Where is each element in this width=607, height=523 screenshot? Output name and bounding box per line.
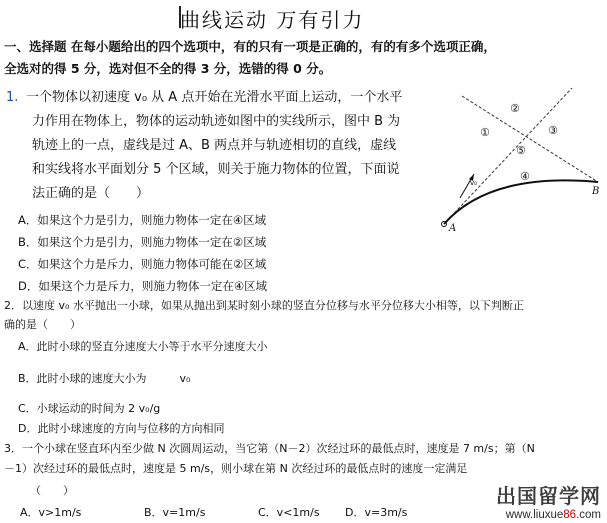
point-b-label: B — [592, 186, 600, 197]
watermark-url-prefix: www.liuxue — [505, 509, 564, 521]
watermark-url — [496, 509, 601, 521]
region-2-label: ② — [510, 102, 520, 115]
point-a-label: A — [449, 223, 457, 234]
watermark — [496, 480, 601, 521]
q1-line-5: 法正确的是（ ） — [32, 186, 150, 201]
watermark-url-suffix: .com — [576, 509, 601, 521]
tangent-line-a — [444, 88, 572, 224]
section-instruction-line1: 一、选择题 在每小题给出的四个选项中，有的只有一项是正确的，有的有多个选项正确， — [4, 39, 496, 54]
q1-option-b: B．如果这个力是引力，则施力物体一定在②区域 — [18, 235, 267, 249]
q1-line-2: 力作用在物体上，物体的运动轨迹如图中的实线所示，图中 B 为 — [32, 114, 401, 129]
q1-line-1: 一个物体以初速度 v₀ 从 A 点开始在光滑水平面上运动，一个水平 — [26, 90, 403, 105]
section-instruction-line2: 全选对的得 5 分，选对但不全的得 3 分，选错的得 0 分。 — [4, 61, 332, 76]
region-1-label: ① — [480, 126, 490, 139]
q3-option-b: B．v=1m/s — [144, 506, 206, 519]
q2-option-c: C．小球运动的时间为 2 v₀/g — [18, 402, 161, 415]
q2-option-b: B．此时小球的速度大小为 v₀ — [18, 372, 191, 385]
q1-trajectory-figure — [436, 84, 606, 234]
tangent-line-b — [462, 96, 598, 182]
region-3-label: ③ — [548, 124, 558, 137]
q1-line-3: 轨迹上的一点，虚线是过 A、B 两点并与轨迹相切的直线，虚线 — [32, 138, 397, 153]
region-5-label: ⑤ — [516, 144, 526, 157]
velocity-label: v₀ — [470, 179, 477, 187]
q2-stem-line2: 确的是（ ） — [4, 318, 81, 331]
q1-option-a: A．如果这个力是引力，则施力物体一定在④区域 — [18, 213, 267, 227]
q1-option-d: D．如果这个力是斥力，则施力物体一定在④区域 — [18, 279, 268, 293]
watermark-brand: 出国留学网 — [496, 484, 601, 508]
q2-option-a: A．此时小球的竖直分速度大小等于水平分速度大小 — [18, 340, 268, 353]
q3-option-d: D．v=3m/s — [345, 506, 408, 519]
q2-option-d: D．此时小球速度的方向与位移的方向相同 — [18, 422, 225, 435]
q3-stem-line1: 3．一个小球在竖直环内至少做 N 次圆周运动，当它第（N－2）次经过环的最低点时，速度是 7 m/s；第（N — [4, 442, 535, 455]
trajectory-curve — [444, 180, 598, 224]
q1-number: 1. — [6, 90, 19, 105]
q1-line-4: 和实线将水平面划分 5 个区域，则关于施力物体的位置，下面说 — [32, 162, 400, 177]
q3-answer-blank: （ ） — [30, 484, 74, 497]
q1-option-c: C．如果这个力是斥力，则施力物体可能在②区域 — [18, 257, 267, 271]
q2-stem-line1: 2．以速度 v₀ 水平抛出一小球，如果从抛出到某时刻小球的竖直分位移与水平分位移大小相等，以下判断正 — [4, 299, 524, 312]
watermark-url-number: 86 — [563, 509, 577, 521]
q3-option-c: C．v<1m/s — [258, 506, 320, 519]
page-title: 曲线运动 万有引力 — [180, 8, 365, 32]
q3-option-a: A．v>1m/s — [20, 506, 82, 519]
region-4-label: ④ — [520, 170, 530, 183]
q3-stem-line2: －1）次经过环的最低点时，速度是 5 m/s，则小球在第 N 次经过环的最低点时的速度一定满足 — [4, 462, 468, 475]
